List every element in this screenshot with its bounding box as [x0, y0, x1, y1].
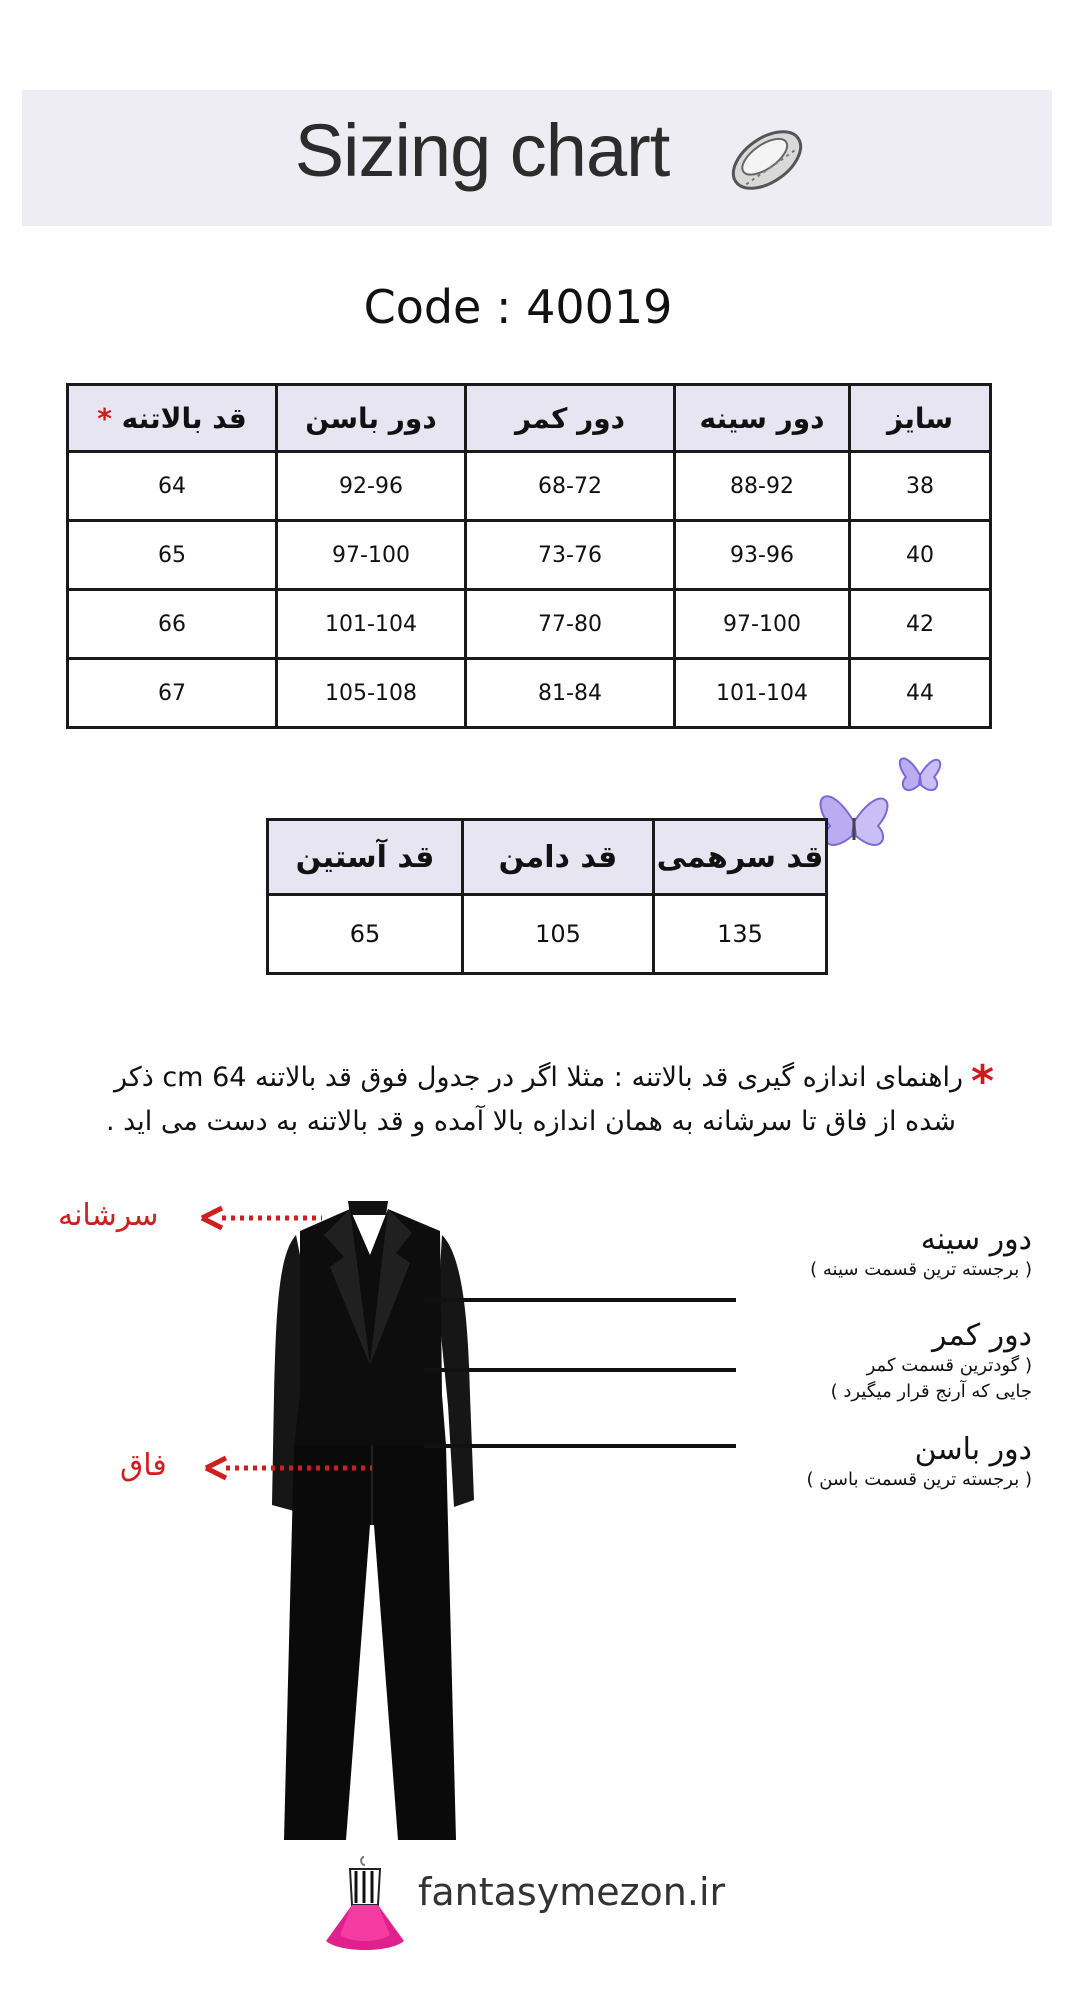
cell-size: 38 — [850, 452, 991, 521]
table-header-row — [68, 385, 991, 452]
site-name: fantasymezon.ir — [418, 1870, 726, 1914]
dress-logo-icon — [320, 1855, 410, 1955]
jumpsuit-illustration — [270, 1195, 490, 1845]
header-hip: دور باسن — [277, 385, 466, 452]
header-skirt-length: قد دامن — [463, 820, 654, 895]
cell-torso: 67 — [68, 659, 277, 728]
cell-waist: 68-72 — [466, 452, 675, 521]
cell-hip: 92-96 — [277, 452, 466, 521]
table-row — [68, 452, 991, 521]
hip-description: ( برجسته ترین قسمت باسن ) — [806, 1469, 1032, 1490]
header-waist: دور کمر — [466, 385, 675, 452]
table-row — [68, 590, 991, 659]
cell-size: 44 — [850, 659, 991, 728]
cell-hip: 105-108 — [277, 659, 466, 728]
table-header-row — [268, 820, 827, 895]
cell-chest: 93-96 — [675, 521, 850, 590]
table-row — [68, 521, 991, 590]
waist-title: دور کمر — [931, 1318, 1032, 1353]
cell-jumpsuit-length: 135 — [654, 895, 827, 974]
cell-size: 42 — [850, 590, 991, 659]
cell-chest: 97-100 — [675, 590, 850, 659]
note-line-1: *راهنمای اندازه گیری قد بالاتنه : مثلا اگر در جدول فوق قد بالاتنه 64 cm ذکر — [113, 1056, 994, 1107]
cell-skirt-length: 105 — [463, 895, 654, 974]
header-torso: * قد بالاتنه — [68, 385, 277, 452]
hip-title: دور باسن — [914, 1432, 1032, 1467]
note-line-2: شده از فاق تا سرشانه به همان اندازه بالا آمده و قد بالاتنه به دست می اید . — [105, 1106, 956, 1137]
cell-chest: 101-104 — [675, 659, 850, 728]
measurement-note — [54, 1058, 994, 1142]
header-sleeve-length: قد آستین — [268, 820, 463, 895]
waist-description-2: جایی که آرنج قرار میگیرد ) — [830, 1381, 1032, 1402]
measuring-tape-icon — [722, 120, 812, 200]
chest-description: ( برجسته ترین قسمت سینه ) — [810, 1259, 1032, 1280]
cell-torso: 66 — [68, 590, 277, 659]
waist-label — [831, 1318, 1032, 1405]
cell-torso: 64 — [68, 452, 277, 521]
chest-title: دور سینه — [920, 1222, 1032, 1257]
size-table — [66, 383, 992, 729]
crotch-label: فاق — [120, 1448, 167, 1483]
cell-torso: 65 — [68, 521, 277, 590]
title-banner — [22, 90, 1052, 226]
header-jumpsuit-length: قد سرهمی — [654, 820, 827, 895]
shoulder-label: سرشانه — [58, 1198, 159, 1233]
page-title: Sizing chart — [294, 109, 670, 192]
cell-hip: 97-100 — [277, 521, 466, 590]
waist-description-1: ( گودترین قسمت کمر — [866, 1355, 1032, 1376]
header-chest: دور سینه — [675, 385, 850, 452]
hip-label — [806, 1432, 1032, 1493]
product-code: Code : 40019 — [363, 280, 673, 334]
cell-size: 40 — [850, 521, 991, 590]
cell-waist: 73-76 — [466, 521, 675, 590]
table-row — [268, 895, 827, 974]
header-size: سایز — [850, 385, 991, 452]
chest-label — [810, 1222, 1032, 1283]
cell-hip: 101-104 — [277, 590, 466, 659]
cell-chest: 88-92 — [675, 452, 850, 521]
cell-waist: 81-84 — [466, 659, 675, 728]
length-table — [266, 818, 828, 975]
cell-sleeve-length: 65 — [268, 895, 463, 974]
cell-waist: 77-80 — [466, 590, 675, 659]
table-row — [68, 659, 991, 728]
butterfly-icon — [892, 745, 948, 801]
note-star: * — [970, 1056, 994, 1107]
